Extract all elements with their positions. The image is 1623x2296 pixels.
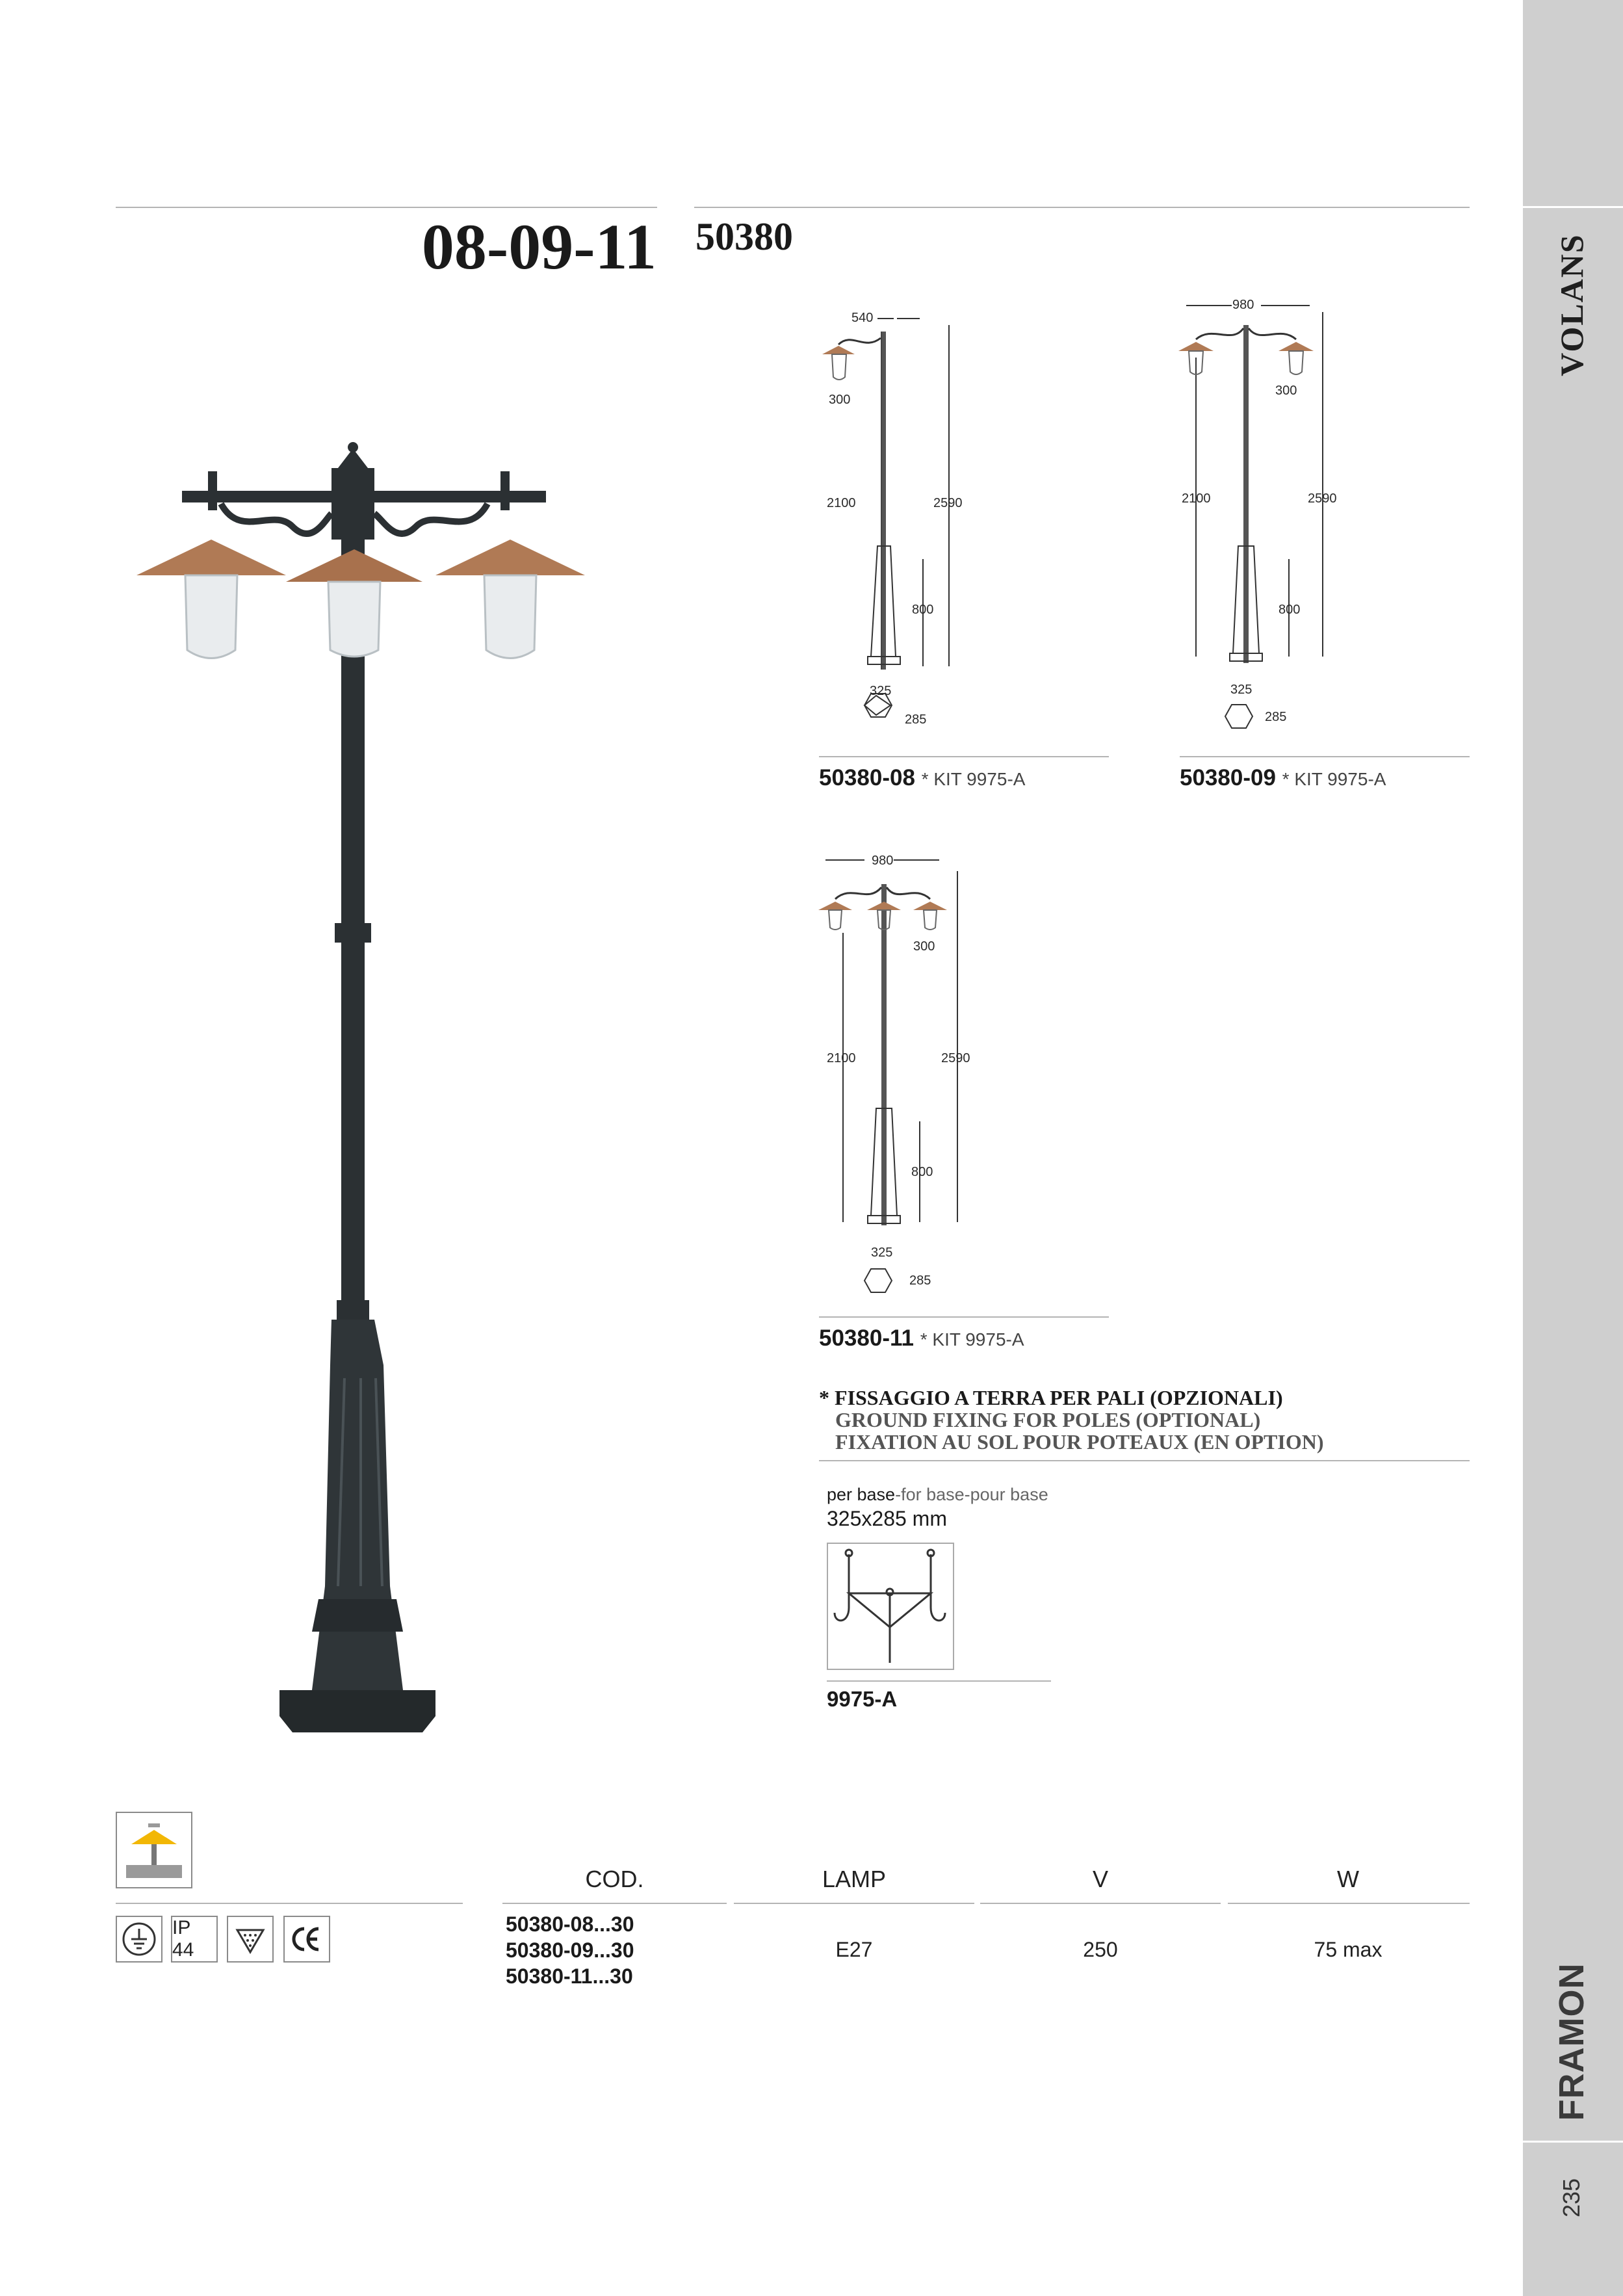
dim-base-height: 800 (912, 603, 934, 617)
dim-height: 2100 (827, 496, 856, 510)
dim-shade: 300 (1275, 384, 1297, 398)
code-label: 50380-11 (819, 1325, 914, 1351)
table-rule-lamp (734, 1903, 974, 1904)
drawing-rule (1180, 756, 1470, 757)
kit-rule (827, 1680, 1051, 1682)
base-size: 325x285 mm (827, 1507, 947, 1530)
table-header-lamp: LAMP (822, 1866, 887, 1892)
dim-base-width: 325 (870, 684, 892, 698)
dim-total: 2590 (1308, 491, 1337, 506)
series-label: VOLANS (1553, 233, 1590, 376)
dim-width: 980 (872, 854, 894, 868)
dim-shade: 300 (913, 939, 935, 954)
table-rule-volt (980, 1903, 1221, 1904)
code-label: 50380-08 (819, 765, 915, 790)
brand-logo: FRAMON (1552, 1963, 1591, 2121)
series-label-wrap (1552, 221, 1591, 377)
kit-code: 9975-A (827, 1687, 898, 1711)
drawing-code-08 (819, 765, 1025, 791)
drawing-code-09 (1180, 765, 1386, 791)
header-rule-right (694, 207, 1470, 208)
dim-base-depth: 285 (909, 1273, 931, 1288)
brand-logo-wrap (1552, 1950, 1591, 2132)
kit-label: * KIT 9975-A (921, 769, 1026, 789)
fixing-title-it: * FISSAGGIO A TERRA PER PALI (OPZIONALI) (819, 1386, 1283, 1409)
triangle-dots-icon (232, 1921, 268, 1957)
table-header-volt: V (1092, 1866, 1108, 1892)
table-header-watt: W (1337, 1866, 1359, 1892)
lamp-post-photo (123, 442, 604, 1762)
dim-base-height: 800 (1279, 603, 1301, 617)
sidebar-divider-bottom (1523, 2141, 1623, 2143)
ground-lamp-icon (117, 1813, 191, 1887)
fixing-rule (819, 1460, 1470, 1461)
table-code-row: 50380-11...30 (506, 1964, 633, 1988)
page-title: 08-09-11 (421, 211, 656, 283)
dim-base-width: 325 (871, 1246, 893, 1260)
table-header-cod: COD. (585, 1866, 644, 1892)
dim-height: 2100 (827, 1051, 856, 1065)
dim-total: 2590 (933, 496, 963, 510)
sidebar-divider-top (1523, 206, 1623, 208)
per-base-label (827, 1485, 1048, 1505)
fixing-title-fr: FIXATION AU SOL POUR POTEAUX (EN OPTION) (835, 1430, 1324, 1454)
ce-mark-icon (283, 1916, 330, 1963)
sidebar (1523, 0, 1623, 2296)
lamp-shade-left (136, 540, 286, 659)
dim-width: 540 (851, 311, 874, 325)
dim-base-depth: 285 (905, 712, 927, 727)
kit-label: * KIT 9975-A (920, 1329, 1024, 1350)
table-lamp-value: E27 (835, 1938, 873, 1961)
code-label: 50380-09 (1180, 765, 1276, 790)
page-number: 235 (1558, 2178, 1585, 2218)
kit-label: * KIT 9975-A (1282, 769, 1386, 789)
dust-icon (227, 1916, 274, 1963)
drawing-50380-09 (1173, 299, 1342, 741)
table-watt-value: 75 max (1314, 1938, 1383, 1961)
drawing-rule (819, 756, 1109, 757)
table-codes (506, 1911, 634, 1989)
drawing-50380-08 (812, 306, 981, 748)
dim-total: 2590 (941, 1051, 970, 1065)
installation-type-icon (116, 1812, 192, 1888)
lamp-post-pole (279, 514, 435, 1732)
drawing-rule (819, 1316, 1109, 1318)
drawing-code-11 (819, 1325, 1024, 1351)
dim-width: 980 (1232, 298, 1254, 312)
per-base-rest: -for base-pour base (895, 1485, 1048, 1504)
product-code: 50380 (695, 215, 793, 258)
per-base-bold: per base (827, 1485, 896, 1504)
ip-rating-badge: IP 44 (171, 1916, 218, 1963)
earth-icon (116, 1916, 162, 1963)
fixing-title-en: GROUND FIXING FOR POLES (OPTIONAL) (835, 1408, 1261, 1431)
ground-symbol-icon (121, 1921, 157, 1957)
dim-height: 2100 (1182, 491, 1211, 506)
lamp-post-crown (182, 442, 546, 540)
cert-rule (116, 1903, 463, 1904)
lamp-shade-right (435, 540, 585, 659)
ce-icon (289, 1921, 325, 1957)
dim-shade: 300 (829, 393, 851, 407)
dim-base-height: 800 (911, 1165, 933, 1179)
drawing-50380-11 (816, 855, 985, 1303)
table-volt-value: 250 (1083, 1938, 1118, 1961)
table-rule-watt (1228, 1903, 1470, 1904)
table-code-row: 50380-08...30 (506, 1912, 634, 1936)
table-code-row: 50380-09...30 (506, 1938, 634, 1962)
header-rule-left (116, 207, 657, 208)
dim-base-depth: 285 (1265, 710, 1287, 724)
lamp-shade-center (286, 549, 422, 657)
table-rule-cod (502, 1903, 727, 1904)
dim-base-width: 325 (1230, 683, 1253, 697)
fixing-kit-drawing (827, 1543, 954, 1670)
page-number-wrap (1552, 2158, 1591, 2236)
